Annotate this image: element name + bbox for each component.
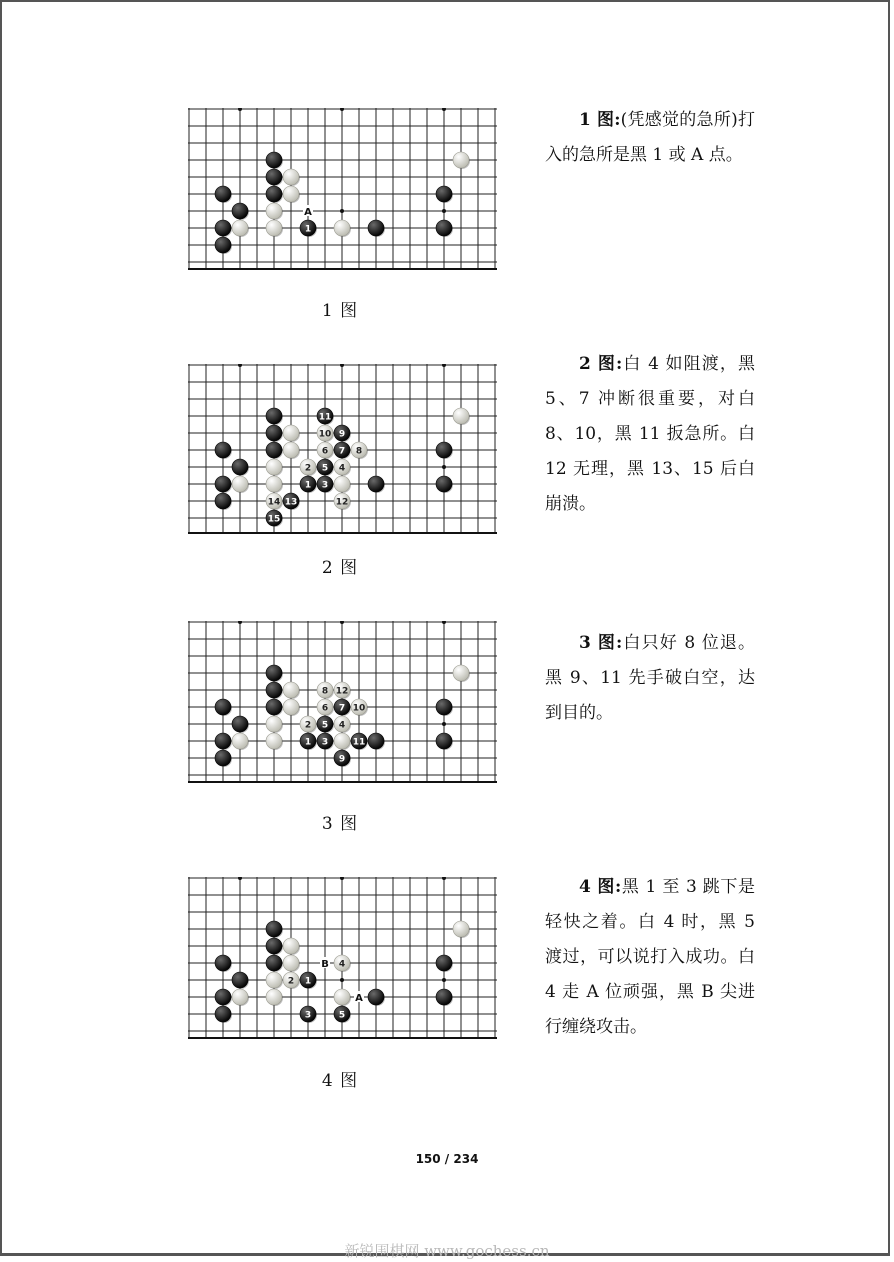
black-stone: [215, 186, 232, 203]
black-stone: [334, 699, 351, 716]
white-stone: [334, 989, 351, 1006]
go-board-4: [188, 877, 498, 1039]
move-number: 15: [267, 514, 281, 525]
commentary-text: 白 4 如阻渡，黑 5、7 冲断很重要，对白 8、10，黑 11 扳急所。白 12 无理，黑 13、15 后白崩溃。: [545, 354, 755, 514]
black-stone: [266, 938, 283, 955]
black-stone: [215, 1006, 232, 1023]
black-stone: [317, 476, 334, 493]
white-stone: [300, 716, 317, 733]
white-stone: [232, 220, 249, 237]
move-number: 3: [321, 480, 329, 491]
commentary-title: 2 图:: [579, 354, 623, 374]
go-board-2: [188, 364, 498, 534]
go-board-svg: [188, 877, 498, 1039]
black-stone: [266, 921, 283, 938]
move-number: 1: [304, 224, 312, 235]
commentary-text: (凭感觉的急所)打入的急所是黑 1 或 A 点。: [545, 110, 756, 165]
white-stone: [283, 699, 300, 716]
black-stone: [215, 493, 232, 510]
black-stone: [351, 733, 368, 750]
move-number: 10: [318, 429, 332, 440]
white-stone: [334, 476, 351, 493]
move-number: 1: [304, 480, 312, 491]
commentary-text: 白只好 8 位退。黑 9、11 先手破白空，达到目的。: [545, 633, 755, 723]
page-number: 150 / 234: [415, 1152, 479, 1166]
move-number: 9: [338, 754, 346, 765]
black-stone: [368, 733, 385, 750]
white-stone: [266, 220, 283, 237]
commentary-2: [545, 347, 755, 522]
move-number: 2: [287, 976, 295, 987]
black-stone: [232, 459, 249, 476]
diagram-caption: 1 图: [321, 301, 359, 321]
move-number: 7: [338, 703, 346, 714]
white-stone: [334, 220, 351, 237]
black-stone: [368, 989, 385, 1006]
white-stone: [317, 682, 334, 699]
commentary-4: [545, 870, 755, 1045]
black-stone: [436, 733, 453, 750]
white-stone: [283, 682, 300, 699]
black-stone: [436, 699, 453, 716]
black-stone: [232, 203, 249, 220]
white-stone: [453, 408, 470, 425]
move-number: 12: [335, 686, 349, 697]
commentary-title: 1 图:: [579, 110, 621, 130]
black-stone: [215, 237, 232, 254]
black-stone: [232, 972, 249, 989]
move-number: 10: [352, 703, 366, 714]
black-stone: [266, 510, 283, 527]
move-number: 8: [321, 686, 329, 697]
white-stone: [283, 442, 300, 459]
black-stone: [283, 493, 300, 510]
commentary-title: 3 图:: [579, 633, 623, 653]
white-stone: [266, 459, 283, 476]
black-stone: [232, 716, 249, 733]
move-number: 4: [338, 959, 346, 970]
move-number: 5: [321, 720, 329, 731]
black-stone: [215, 750, 232, 767]
black-stone: [334, 442, 351, 459]
move-number: 8: [355, 446, 363, 457]
black-stone: [266, 186, 283, 203]
white-stone: [334, 716, 351, 733]
black-stone: [368, 220, 385, 237]
point-marker-a: A: [304, 207, 312, 218]
black-stone: [334, 425, 351, 442]
white-stone: [453, 152, 470, 169]
black-stone: [436, 186, 453, 203]
white-stone: [283, 169, 300, 186]
white-stone: [317, 699, 334, 716]
white-stone: [283, 425, 300, 442]
white-stone: [453, 921, 470, 938]
white-stone: [351, 699, 368, 716]
move-number: 11: [352, 737, 366, 748]
white-stone: [334, 955, 351, 972]
watermark: 新锐围棋网 www.gochess.cn: [344, 1242, 550, 1260]
commentary-1: [545, 103, 755, 173]
white-stone: [232, 733, 249, 750]
white-stone: [266, 972, 283, 989]
move-number: 12: [335, 497, 349, 508]
diagram-caption: 2 图: [321, 558, 359, 578]
move-number: 3: [304, 1010, 312, 1021]
commentary-3: [545, 626, 755, 731]
black-stone: [266, 408, 283, 425]
white-stone: [266, 203, 283, 220]
white-stone: [334, 682, 351, 699]
black-stone: [266, 169, 283, 186]
black-stone: [266, 682, 283, 699]
diagram-caption: 3 图: [321, 814, 359, 834]
move-number: 1: [304, 976, 312, 987]
move-number: 3: [321, 737, 329, 748]
black-stone: [215, 476, 232, 493]
white-stone: [453, 665, 470, 682]
black-stone: [317, 459, 334, 476]
white-stone: [334, 493, 351, 510]
black-stone: [215, 955, 232, 972]
white-stone: [232, 989, 249, 1006]
point-marker-a: A: [355, 993, 363, 1004]
black-stone: [215, 733, 232, 750]
black-stone: [368, 476, 385, 493]
black-stone: [300, 476, 317, 493]
black-stone: [334, 750, 351, 767]
black-stone: [317, 733, 334, 750]
move-number: 2: [304, 463, 312, 474]
black-stone: [215, 220, 232, 237]
move-number: 6: [321, 703, 329, 714]
go-board-svg: [188, 108, 498, 270]
white-stone: [283, 186, 300, 203]
black-stone: [266, 955, 283, 972]
move-number: 7: [338, 446, 346, 457]
white-stone: [334, 733, 351, 750]
go-board-svg: [188, 621, 498, 783]
move-number: 6: [321, 446, 329, 457]
black-stone: [266, 442, 283, 459]
white-stone: [351, 442, 368, 459]
move-number: 13: [284, 497, 298, 508]
white-stone: [232, 476, 249, 493]
white-stone: [283, 938, 300, 955]
move-number: 5: [321, 463, 329, 474]
white-stone: [317, 425, 334, 442]
white-stone: [266, 989, 283, 1006]
move-number: 14: [267, 497, 281, 508]
move-number: 11: [318, 412, 332, 423]
white-stone: [266, 476, 283, 493]
white-stone: [283, 972, 300, 989]
go-board-1: [188, 108, 498, 270]
commentary-text: 黑 1 至 3 跳下是轻快之着。白 4 时，黑 5 渡过，可以说打入成功。白 4 走 A 位顽强，黑 B 尖进行缠绕攻击。: [545, 877, 755, 1037]
move-number: 4: [338, 720, 346, 731]
white-stone: [266, 493, 283, 510]
go-board-3: [188, 621, 498, 783]
black-stone: [266, 665, 283, 682]
white-stone: [334, 459, 351, 476]
black-stone: [436, 220, 453, 237]
commentary-title: 4 图:: [579, 877, 622, 897]
black-stone: [215, 442, 232, 459]
black-stone: [317, 716, 334, 733]
black-stone: [215, 989, 232, 1006]
black-stone: [215, 699, 232, 716]
move-number: 1: [304, 737, 312, 748]
white-stone: [300, 459, 317, 476]
black-stone: [334, 1006, 351, 1023]
black-stone: [266, 699, 283, 716]
diagram-caption: 4 图: [321, 1071, 359, 1091]
black-stone: [300, 972, 317, 989]
black-stone: [436, 989, 453, 1006]
move-number: 9: [338, 429, 346, 440]
move-number: 5: [338, 1010, 346, 1021]
black-stone: [436, 442, 453, 459]
white-stone: [317, 442, 334, 459]
black-stone: [300, 1006, 317, 1023]
white-stone: [266, 716, 283, 733]
white-stone: [266, 733, 283, 750]
board-grid: [188, 108, 497, 269]
black-stone: [300, 733, 317, 750]
black-stone: [266, 152, 283, 169]
move-number: 4: [338, 463, 346, 474]
black-stone: [317, 408, 334, 425]
point-marker-b: B: [321, 959, 329, 970]
black-stone: [300, 220, 317, 237]
white-stone: [283, 955, 300, 972]
move-number: 2: [304, 720, 312, 731]
go-board-svg: [188, 364, 498, 534]
black-stone: [436, 955, 453, 972]
black-stone: [266, 425, 283, 442]
black-stone: [436, 476, 453, 493]
